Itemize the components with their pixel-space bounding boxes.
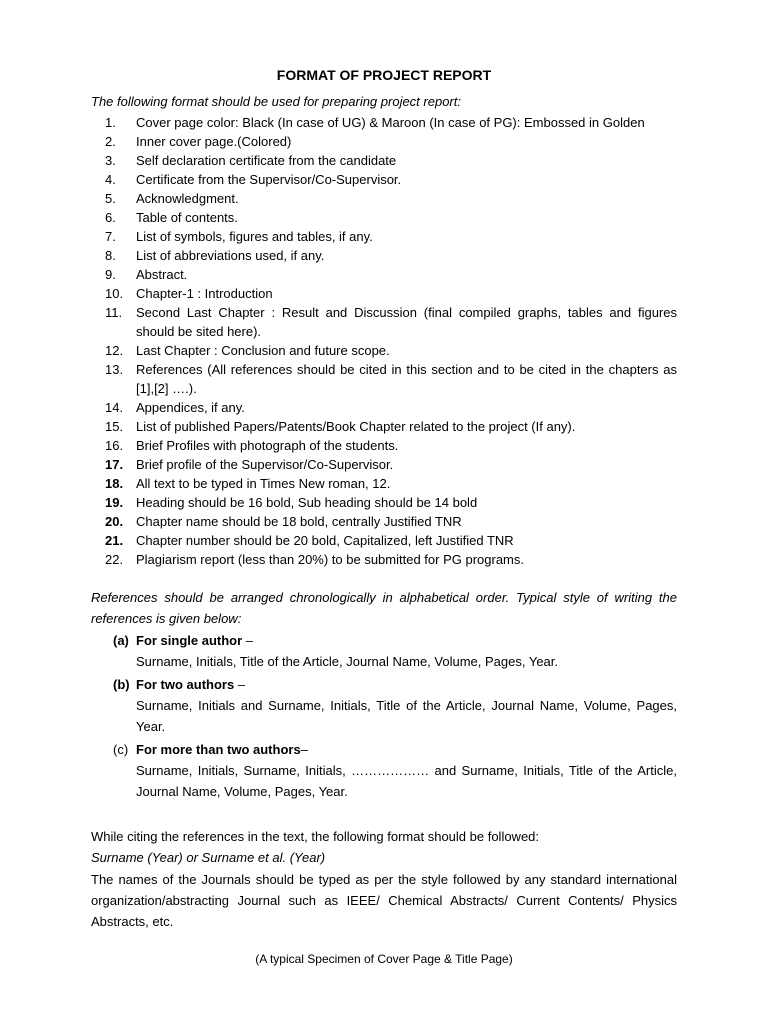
- ref-title: For single author: [136, 633, 243, 648]
- list-item: [91, 474, 677, 493]
- list-item-number: 15.: [105, 419, 124, 434]
- ref-style-many: [91, 739, 677, 802]
- list-item: [91, 360, 677, 398]
- list-item-text: List of published Papers/Patents/Book Chapter related to the project (If any).: [136, 419, 576, 434]
- list-item-number: 11.: [105, 305, 123, 320]
- list-item: [91, 265, 677, 284]
- list-item-text: Abstract.: [136, 267, 188, 282]
- ref-title: For two authors: [136, 677, 235, 692]
- ref-label: (c): [113, 742, 129, 757]
- list-item-number: 12.: [105, 343, 124, 358]
- ref-style-single: [91, 630, 677, 672]
- list-item: [91, 113, 677, 132]
- list-item-text: Cover page color: Black (In case of UG) & Maroon (In case of PG): Embossed in Golden: [136, 115, 645, 130]
- list-item: [91, 512, 677, 531]
- list-item-number: 10.: [105, 286, 124, 301]
- ref-dash: –: [300, 742, 308, 757]
- list-item-text: Table of contents.: [136, 210, 238, 225]
- list-item: [91, 189, 677, 208]
- list-item-text: Plagiarism report (less than 20%) to be submitted for PG programs.: [136, 552, 524, 567]
- list-item-number: 9.: [105, 267, 116, 282]
- list-item-number: 14.: [105, 400, 124, 415]
- ref-dash: –: [234, 677, 246, 692]
- list-item: [91, 151, 677, 170]
- list-item-number: 4.: [105, 172, 116, 187]
- list-item-text: List of abbreviations used, if any.: [136, 248, 325, 263]
- list-item: [91, 550, 677, 569]
- list-item-number: 8.: [105, 248, 116, 263]
- ref-style-two: [91, 674, 677, 737]
- list-item-text: Certificate from the Supervisor/Co-Supervisor.: [136, 172, 402, 187]
- list-item: [91, 246, 677, 265]
- list-item: [91, 170, 677, 189]
- list-item-text: Chapter name should be 18 bold, centrally Justified TNR: [136, 514, 462, 529]
- list-item-text: List of symbols, figures and tables, if any.: [136, 229, 373, 244]
- list-item-number: 5.: [105, 191, 116, 206]
- list-item: [91, 417, 677, 436]
- page-title: FORMAT OF PROJECT REPORT: [276, 67, 492, 83]
- list-item-number: 7.: [105, 229, 116, 244]
- list-item-text: Brief profile of the Supervisor/Co-Supervisor.: [136, 457, 394, 472]
- list-item-number: 19.: [105, 495, 124, 510]
- list-item-number: 17.: [105, 457, 124, 472]
- list-item: [91, 284, 677, 303]
- list-item-number: 6.: [105, 210, 116, 225]
- list-item-text: Appendices, if any.: [136, 400, 245, 415]
- list-item-text: Self declaration certificate from the candidate: [136, 153, 397, 168]
- list-item-text: Acknowledgment.: [136, 191, 239, 206]
- list-item-number: 13.: [105, 362, 124, 377]
- list-item-text: All text to be typed in Times New roman, 12.: [136, 476, 391, 491]
- ref-label: (b): [113, 677, 130, 692]
- ref-dash: –: [242, 633, 254, 648]
- citing-format: Surname (Year) or Surname et al. (Year): [91, 850, 326, 865]
- list-item: [91, 531, 677, 550]
- list-item-text: Inner cover page.(Colored): [136, 134, 292, 149]
- list-item: [91, 398, 677, 417]
- intro-text: The following format should be used for preparing project report:: [91, 94, 461, 109]
- list-item: [91, 436, 677, 455]
- list-item-text: Heading should be 16 bold, Sub heading should be 14 bold: [136, 495, 478, 510]
- list-item: [91, 303, 677, 341]
- journals-note: The names of the Journals should be typed as per the style followed by any standard international organization/abstracting Journal such as IEEE/ Chemical Abstracts/ Current Contents/ Physics Abstracts, etc.: [91, 872, 677, 929]
- list-item-number: 21.: [105, 533, 124, 548]
- list-item-number: 20.: [105, 514, 124, 529]
- list-item-text: Chapter-1 : Introduction: [136, 286, 273, 301]
- list-item: [91, 455, 677, 474]
- list-item-text: Last Chapter : Conclusion and future scope.: [136, 343, 390, 358]
- list-item-text: Brief Profiles with photograph of the students.: [136, 438, 399, 453]
- list-item: [91, 208, 677, 227]
- list-item: [91, 493, 677, 512]
- format-list: [91, 113, 677, 569]
- list-item-number: 16.: [105, 438, 124, 453]
- ref-format: Surname, Initials and Surname, Initials, Title of the Article, Journal Name, Volume, Pages, Year.: [136, 698, 677, 734]
- list-item-text: Second Last Chapter : Result and Discussion (final compiled graphs, tables and figures should be sited here).: [136, 305, 677, 339]
- ref-format: Surname, Initials, Title of the Article, Journal Name, Volume, Pages, Year.: [136, 654, 559, 669]
- list-item: [91, 227, 677, 246]
- list-item-number: 22.: [105, 552, 124, 567]
- ref-format: Surname, Initials, Surname, Initials, ……………… and Surname, Initials, Title of the Article, Journal Name, Volume, Pages, Year.: [136, 763, 677, 799]
- list-item: [91, 341, 677, 360]
- list-item-number: 2.: [105, 134, 116, 149]
- list-item-number: 3.: [105, 153, 116, 168]
- ref-title: For more than two authors: [136, 742, 301, 757]
- list-item: [91, 132, 677, 151]
- references-intro: References should be arranged chronologically in alphabetical order. Typical style of writing the references is given below:: [91, 590, 677, 626]
- list-item-text: References (All references should be cited in this section and to be cited in the chapters as [1],[2] ….).: [136, 362, 677, 396]
- list-item-text: Chapter number should be 20 bold, Capitalized, left Justified TNR: [136, 533, 514, 548]
- list-item-number: 18.: [105, 476, 124, 491]
- ref-label: (a): [113, 633, 129, 648]
- specimen-caption: (A typical Specimen of Cover Page & Title Page): [255, 952, 513, 966]
- citing-intro: While citing the references in the text, the following format should be followed:: [91, 829, 540, 844]
- list-item-number: 1.: [105, 115, 116, 130]
